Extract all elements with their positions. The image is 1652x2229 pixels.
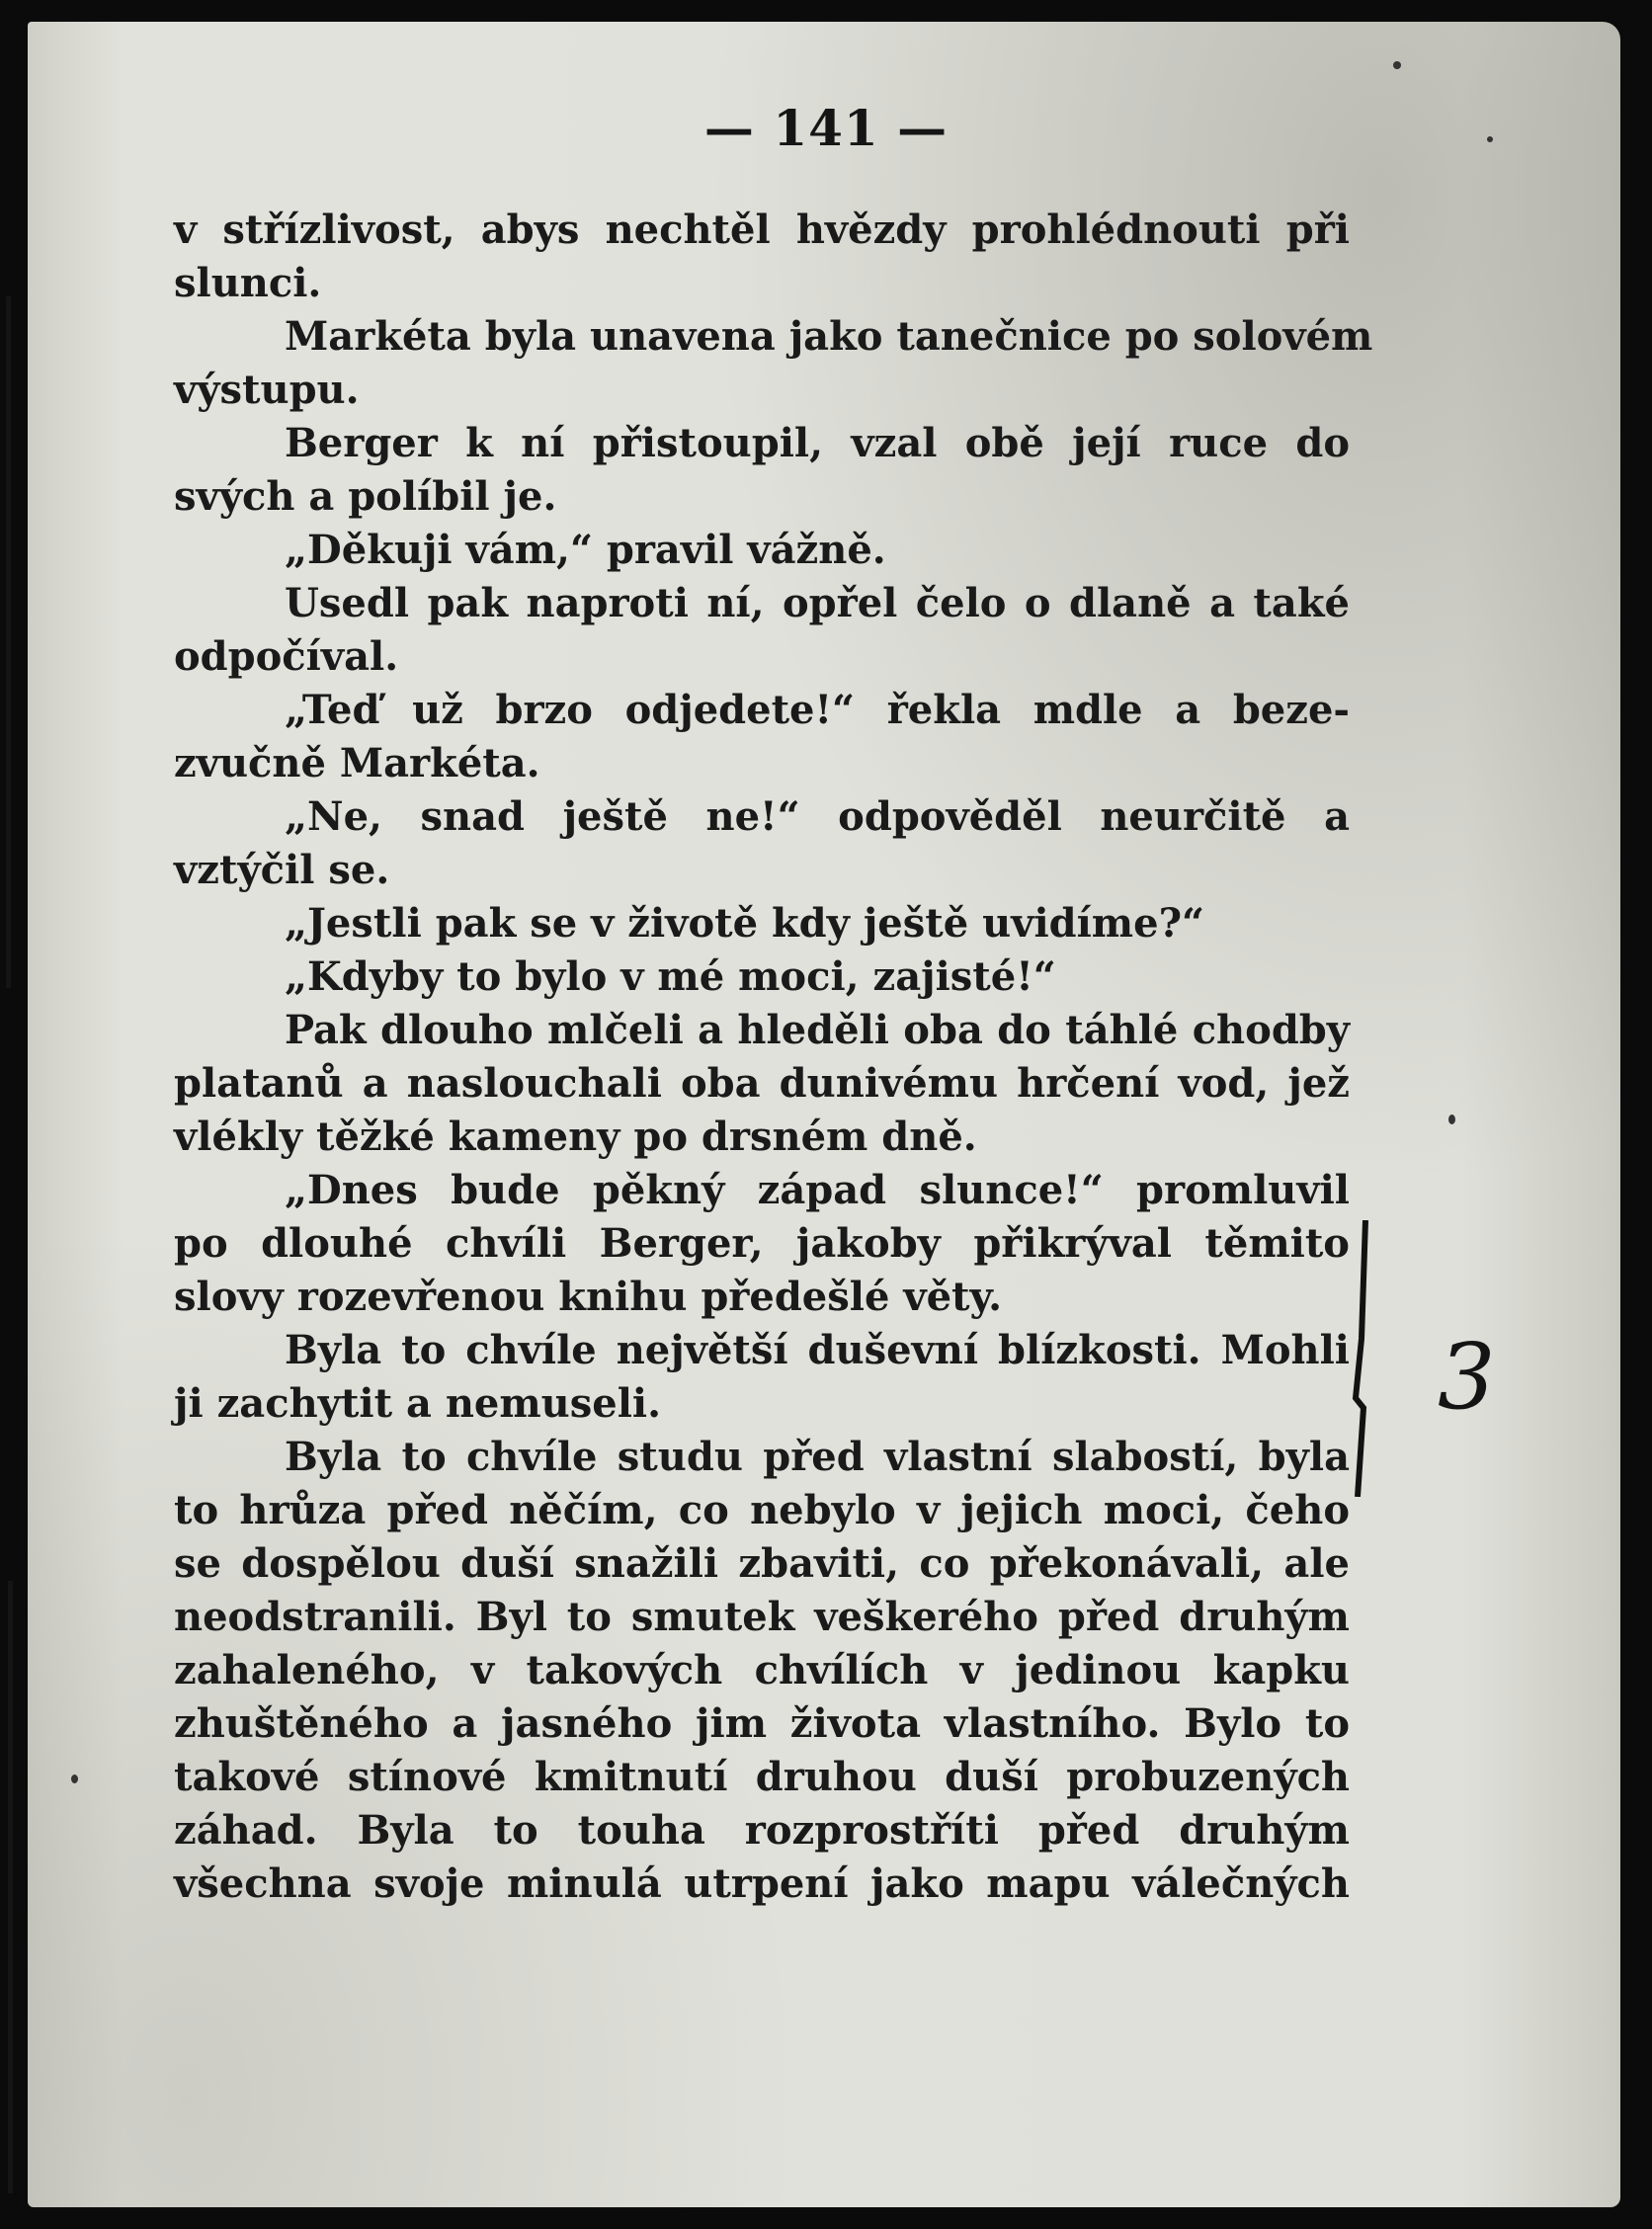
text-line: to hrůza před něčím, co nebylo v jejich moci, čeho — [174, 1487, 1350, 1533]
paper-speck — [1448, 1114, 1455, 1124]
text-line: slunci. — [174, 260, 322, 306]
text-line: výstupu. — [174, 367, 360, 413]
handwritten-margin-note: 3 — [1438, 1324, 1496, 1430]
text-line: neodstranili. Byl to smutek veškerého před druhým — [174, 1594, 1350, 1640]
text-line: „Ne, snad ještě ne!“ odpověděl neurčitě a — [285, 793, 1350, 840]
text-line: po dlouhé chvíli Berger, jakoby přikrýval těmito — [174, 1220, 1350, 1267]
text-line: takové stínové kmitnutí druhou duší probuzených — [174, 1754, 1350, 1800]
text-line: v střízlivost, abys nechtěl hvězdy prohlédnouti při — [174, 206, 1350, 253]
text-line: „Teď už brzo odjedete!“ řekla mdle a beze- — [285, 687, 1350, 733]
text-line: zvučně Markéta. — [174, 740, 540, 786]
text-line: Markéta byla unavena jako tanečnice po solovém — [285, 313, 1373, 360]
text-line: vlékly těžké kameny po drsném dně. — [174, 1114, 977, 1160]
text-line: „Dnes bude pěkný západ slunce!“ promluvil — [285, 1167, 1350, 1213]
text-line: vztýčil se. — [174, 847, 390, 893]
text-line: všechna svoje minulá utrpení jako mapu válečných — [174, 1860, 1350, 1907]
paper-speck — [1393, 61, 1401, 69]
text-line: zahaleného, v takových chvílích v jedinou kapku — [174, 1647, 1350, 1693]
text-line: se dospělou duší snažili zbaviti, co překonávali, ale — [174, 1540, 1350, 1587]
text-line: odpočíval. — [174, 633, 399, 680]
text-line: Usedl pak naproti ní, opřel čelo o dlaně a také — [285, 580, 1350, 626]
text-line: Byla to chvíle studu před vlastní slabostí, byla — [285, 1434, 1350, 1480]
text-line: Berger k ní přistoupil, vzal obě její ruce do — [285, 420, 1350, 466]
text-line: „Kdyby to bylo v mé moci, zajisté!“ — [285, 953, 1056, 1000]
binding-edge-mark — [8, 1581, 13, 2193]
margin-bracket-mark — [1352, 1220, 1373, 1497]
text-line: záhad. Byla to touha rozprostříti před druhým — [174, 1807, 1350, 1854]
text-line: svých a políbil je. — [174, 473, 557, 520]
text-line: slovy rozevřenou knihu předešlé věty. — [174, 1274, 1003, 1320]
text-line: „Jestli pak se v životě kdy ještě uvidíme?“ — [285, 900, 1205, 947]
binding-edge-mark — [6, 296, 11, 988]
text-line: „Děkuji vám,“ pravil vážně. — [285, 527, 886, 573]
page-number: — 141 — — [703, 99, 949, 157]
text-line: platanů a naslouchali oba dunivému hrčení vod, jež — [174, 1060, 1350, 1107]
text-line: ji zachytit a nemuseli. — [174, 1380, 662, 1427]
paper-speck — [1487, 136, 1493, 142]
body-text — [174, 204, 1373, 1911]
text-line: Byla to chvíle největší duševní blízkosti. Mohli — [285, 1327, 1350, 1373]
paper-speck — [71, 1775, 78, 1783]
text-line: Pak dlouho mlčeli a hleděli oba do táhlé chodby — [285, 1007, 1350, 1053]
text-line: zhuštěného a jasného jim života vlastního. Bylo to — [174, 1700, 1350, 1747]
